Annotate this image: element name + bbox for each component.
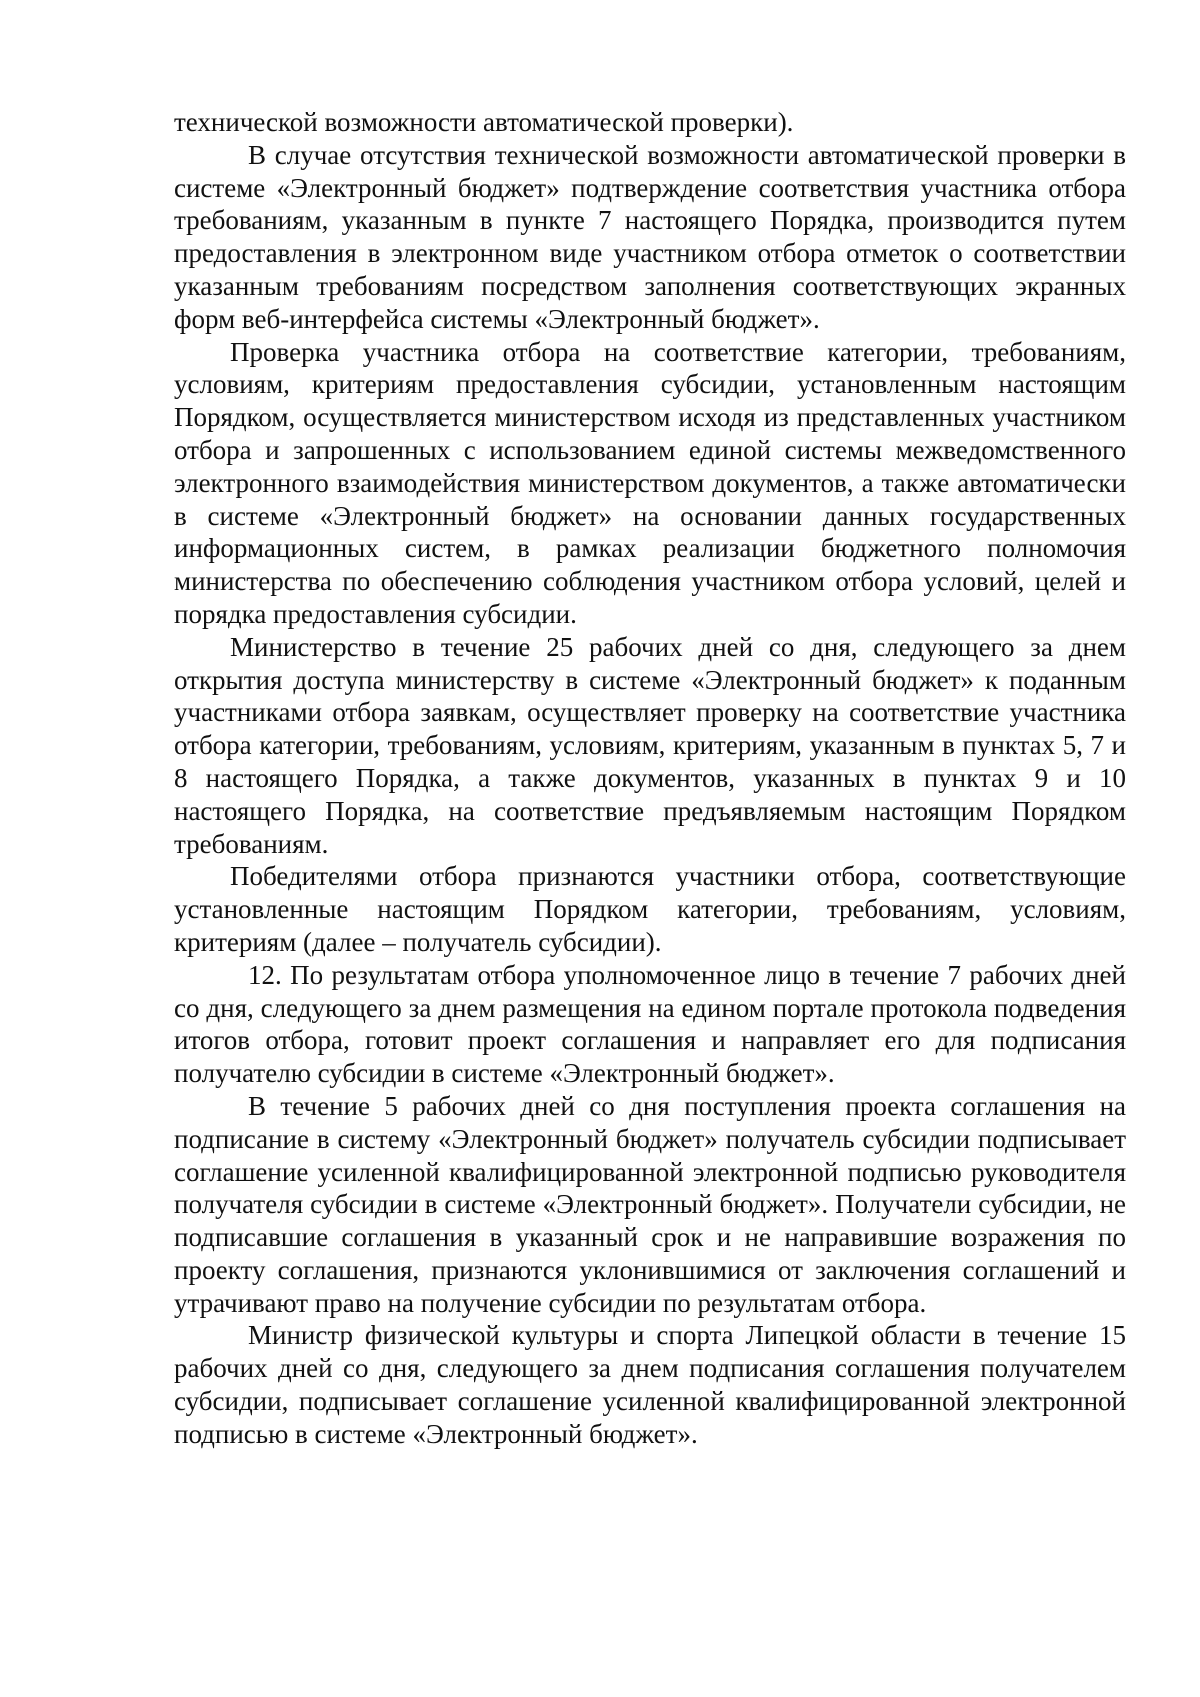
paragraph-point-12: 12. По результатам отбора уполномоченное лицо в течение 7 рабочих дней со дня, следующего за днем размещения на едином портале протокола подведения итогов отбора, готовит проект соглашения и направляет его для подписания получателю субсидии в системе «Электронный бюджет». (174, 959, 1126, 1089)
paragraph-signing: В течение 5 рабочих дней со дня поступления проекта соглашения на подписание в систему «Электронный бюджет» получатель субсидии подписывает соглашение усиленной квалифицированной электронной подписью руководителя получателя субсидии в системе «Электронный бюджет». Получатели субсидии, не подписавшие соглашения в указанный срок и не направившие возражения по проекту соглашения, признаются уклонившимися от заключения соглашений и утрачивают право на получение субсидии по результатам отбора. (174, 1090, 1126, 1318)
paragraph-minister-signs: Министр физической культуры и спорта Липецкой области в течение 15 рабочих дней со дня, следующего за днем подписания соглашения получателем субсидии, подписывает соглашение усиленной квалифицированной электронной подписью в системе «Электронный бюджет». (174, 1320, 1126, 1449)
document-body (174, 106, 1126, 1451)
paragraph-continuation: технической возможности автоматической проверки). (174, 107, 794, 137)
paragraph-winners: Победителями отбора признаются участники отбора, соответствующие установленные настоящим Порядком категории, требованиям, условиям, критериям (далее – получатель субсидии). (174, 861, 1126, 957)
paragraph-participant-check: Проверка участника отбора на соответствие категории, требованиям, условиям, критериям предоставления субсидии, установленным настоящим Порядком, осуществляется министерством исходя из представленных участником отбора и запрошенных с использованием единой системы межведомственного электронного взаимодействия министерством документов, а также автоматически в системе «Электронный бюджет» на основании данных государственных информационных систем, в рамках реализации бюджетного полномочия министерства по обеспечению соблюдения участником отбора условий, целей и порядка предоставления субсидии. (174, 336, 1126, 629)
paragraph-no-auto-check: В случае отсутствия технической возможности автоматической проверки в системе «Электронный бюджет» подтверждение соответствия участника отбора требованиям, указанным в пункте 7 настоящего Порядка, производится путем предоставления в электронном виде участником отбора отметок о соответствии указанным требованиям посредством заполнения соответствующих экранных форм веб-интерфейса системы «Электронный бюджет». (174, 139, 1126, 334)
paragraph-ministry-review: Министерство в течение 25 рабочих дней со дня, следующего за днем открытия доступа министерству в системе «Электронный бюджет» к поданным участниками отбора заявкам, осуществляет проверку на соответствие участника отбора категории, требованиям, условиям, критериям, указанным в пунктах 5, 7 и 8 настоящего Порядка, а также документов, указанных в пунктах 9 и 10 настоящего Порядка, на соответствие предъявляемым настоящим Порядком требованиям. (174, 631, 1126, 859)
